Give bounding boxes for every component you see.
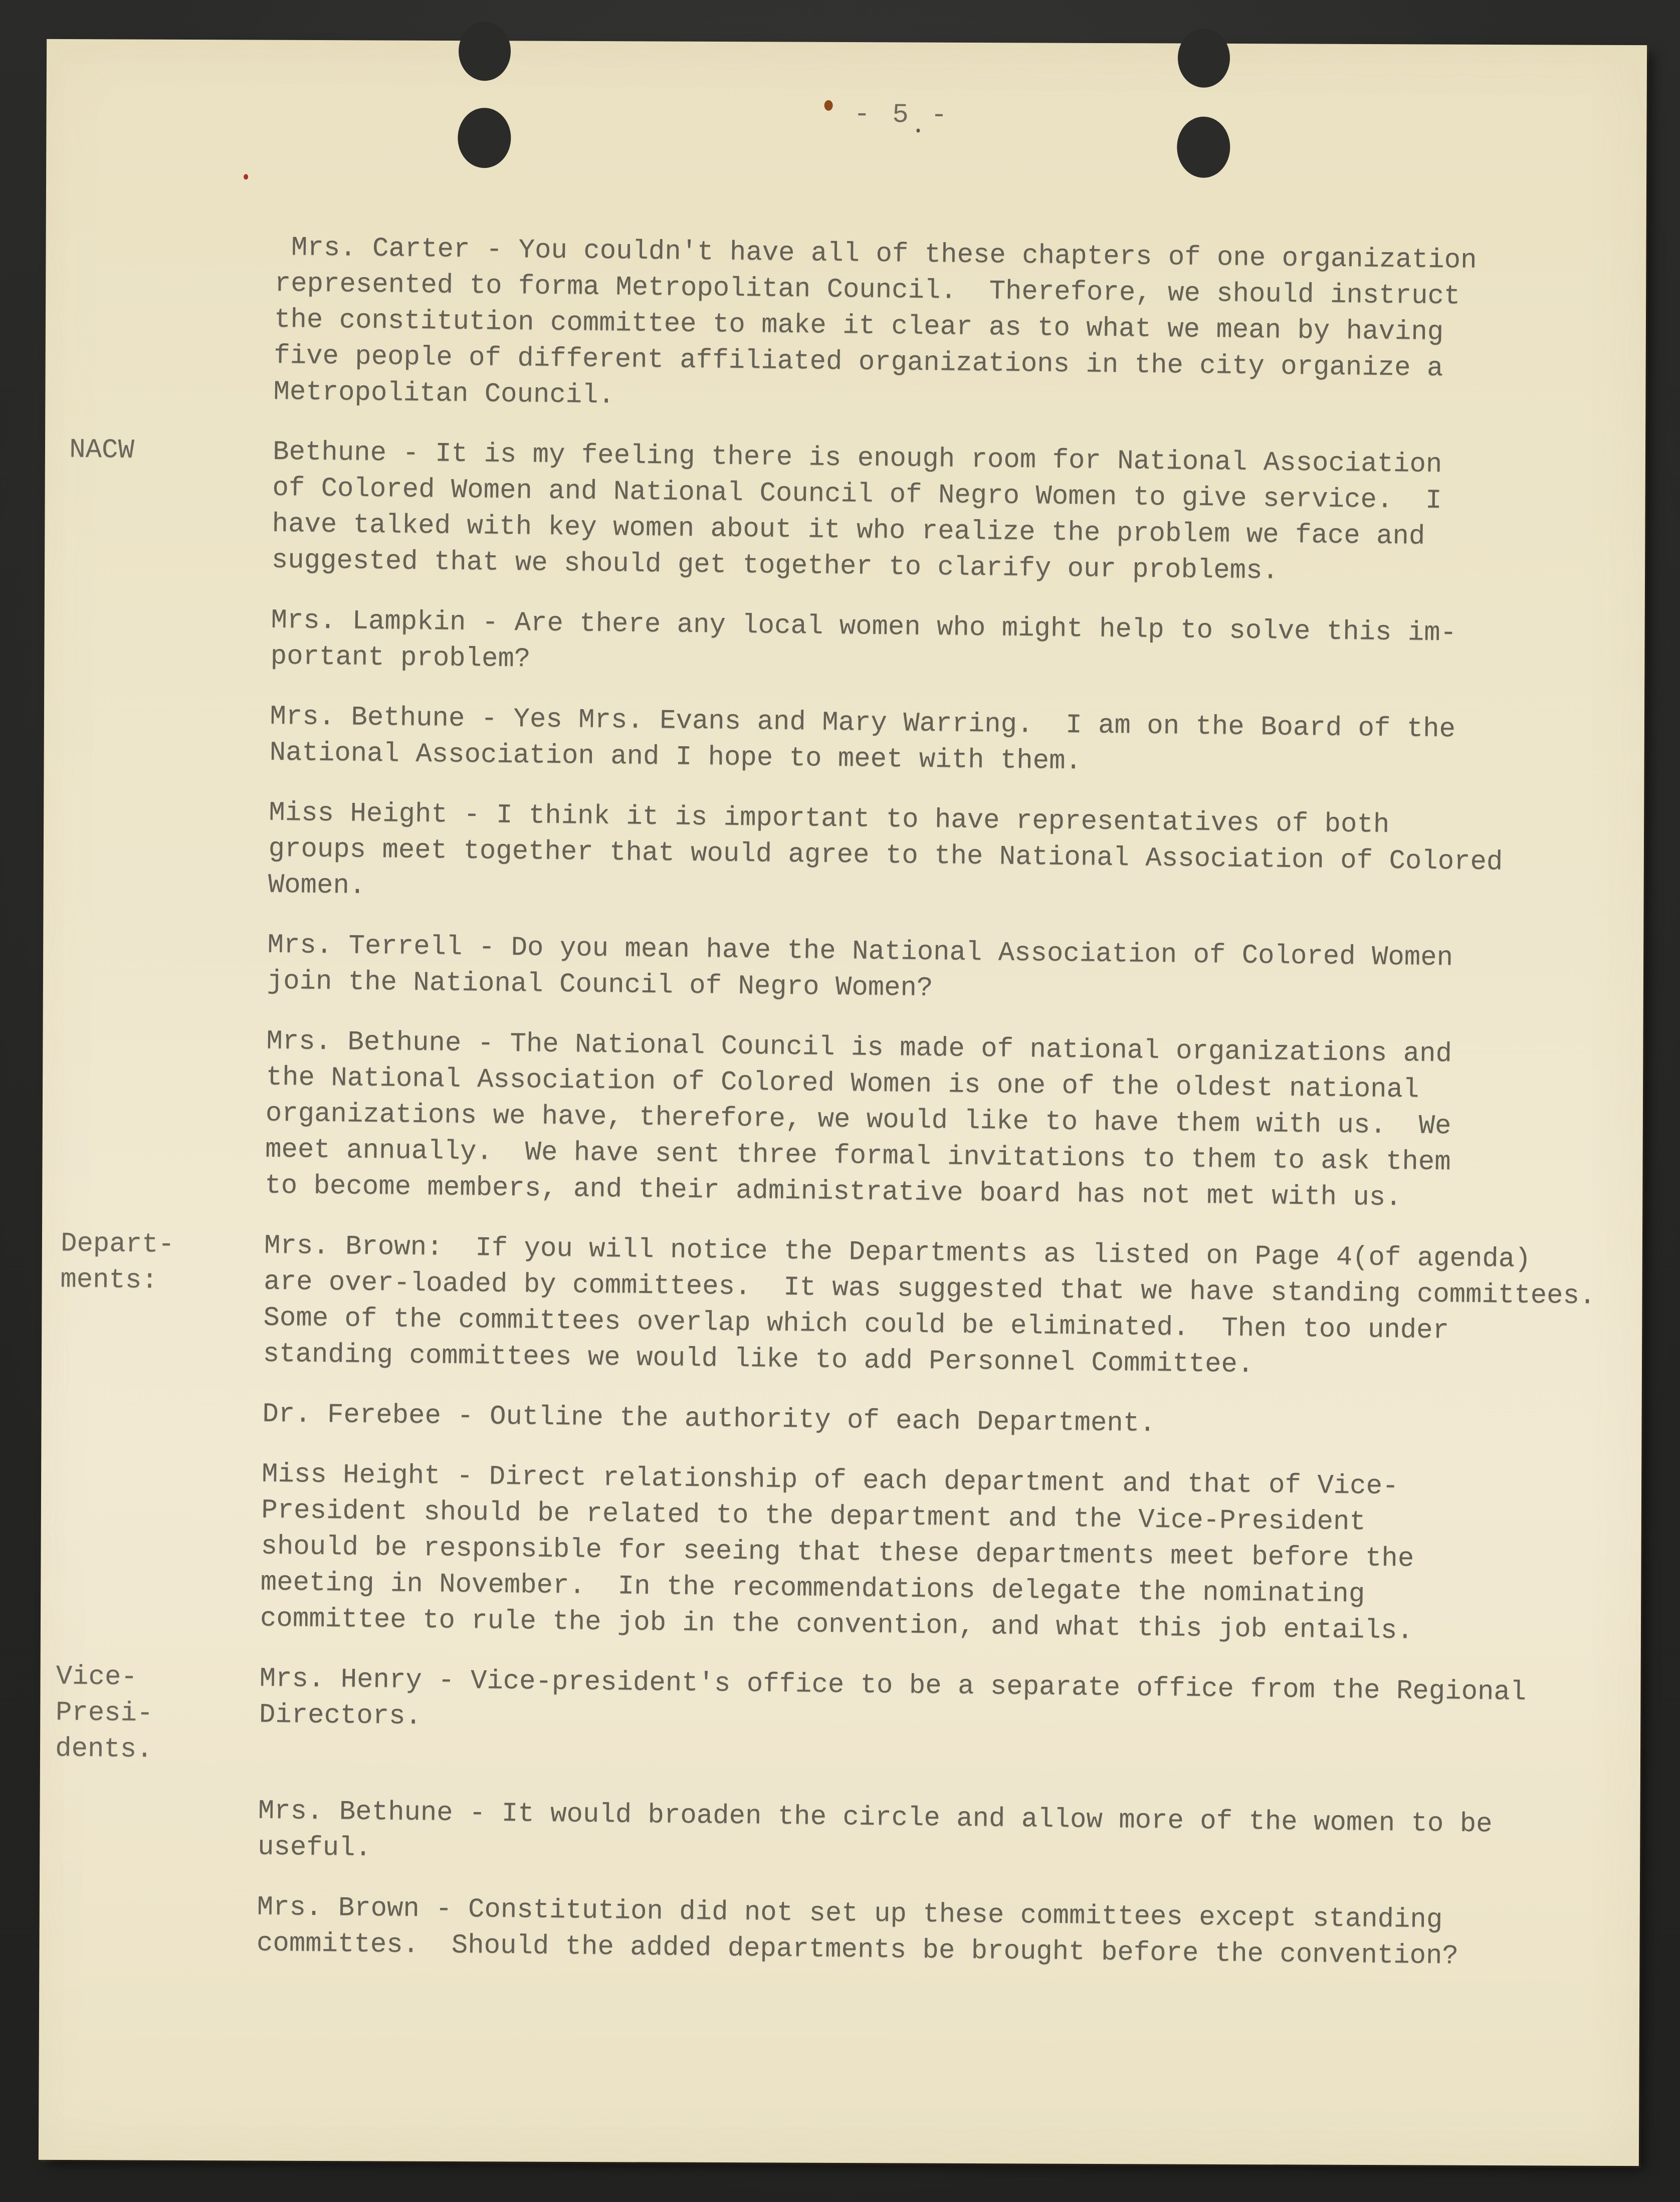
paragraph-row [28,1659,1629,1785]
paragraph-row [43,228,1645,425]
margin-label [37,925,268,928]
paragraph-row [41,432,1643,594]
typewritten-area [24,39,1647,2177]
paragraph-text: Miss Height - I think it is important to have representatives of both groups meet together that would agree to the National Association of Colored Women. [268,797,1503,902]
margin-label [36,1021,267,1024]
margin-label [32,1394,263,1397]
paragraph-row [32,1394,1632,1448]
paragraph-text: Mrs. Bethune - Yes Mrs. Evans and Mary Warring. I am on the Board of the National Association and I hope to meet with them. [269,701,1456,777]
paragraph-row [38,793,1639,919]
margin-label [28,1791,258,1794]
paragraph-row [36,925,1637,1015]
scanned-page [39,39,1647,2166]
paragraph-text: Mrs. Terrell - Do you mean have the National Association of Colored Women join the National Council of Negro Women? [267,930,1453,1004]
paragraph-row [34,1021,1636,1219]
margin-label: NACW [69,434,135,466]
margin-label [27,1887,257,1890]
margin-label [41,600,271,603]
paragraph-row [26,1887,1627,1977]
margin-label: Depart- ments: [60,1228,175,1296]
paragraphs [26,228,1645,1976]
paragraph-text: Mrs. Henry - Vice-president's office to be a separate office from the Regional Directors. [259,1663,1527,1732]
paragraph-text: Mrs. Carter - You couldn't have all of these chapters of one organization represented to forma Metropolitan Council. Therefore, we should instruct the constitution committee to make it clear as to what we mean by having five people of different affiliated organizations in the city organize a Metropolitan Council. [273,232,1477,411]
margin-label [39,793,269,795]
paragraph-row [27,1791,1628,1881]
margin-label: Vice- Presi- dents. [55,1661,153,1766]
paragraph-text: Mrs. Brown: If you will notice the Departments as listed on Page 4(of agenda) are over-loaded by committees. It was suggested that we have standing committees. Some of the committees overlap which could be eliminated. Then too under standing committees we would like to add Personnel Committee. [263,1230,1596,1381]
paragraph-text: Bethune - It is my feeling there is enough room for National Association of Colored Women and National Council of Negro Women to give service. I have talked with key women about it who realize the problem we face and suggested that we should get together to clarify our problems. [271,436,1442,587]
page-number: - 5 - [854,99,950,131]
margin-label [40,697,270,699]
paragraph-text: Miss Height - Direct relationship of each department and that of Vice- President should be related to the department and the Vice-President should be responsible for seeing that these departments meet before the meeting in November. In the recommendations delegate the nominating committee to rule the job in the convention, and what this job entails. [260,1459,1414,1647]
paragraph-text: Mrs. Bethune - It would broaden the circle and allow more of the women to be useful. [257,1796,1493,1864]
paragraph-row [30,1454,1632,1652]
paragraph-text: Mrs. Brown - Constitution did not set up these committees except standing committes. Should the added departments be brought before the convention? [256,1892,1459,1972]
paragraph-text: Mrs. Bethune - The National Council is made of national organizations and the National Association of Colored Women is one of the oldest national organizations we have, therefore, we would like to have them with us. We meet annually. We have sent three formal invitations to them to ask them to become members, and their administrative board has not met with us. [265,1026,1452,1214]
paragraph-row [40,600,1640,690]
margin-label [32,1454,262,1457]
paragraph-text: Mrs. Lampkin - Are there any local women who might help to solve this im- portant problem? [270,605,1457,675]
margin-label [45,228,275,230]
paragraph-row [39,697,1639,786]
paragraph-text: Dr. Ferebee - Outline the authority of each Department. [262,1399,1156,1439]
paragraph-row [32,1226,1634,1388]
